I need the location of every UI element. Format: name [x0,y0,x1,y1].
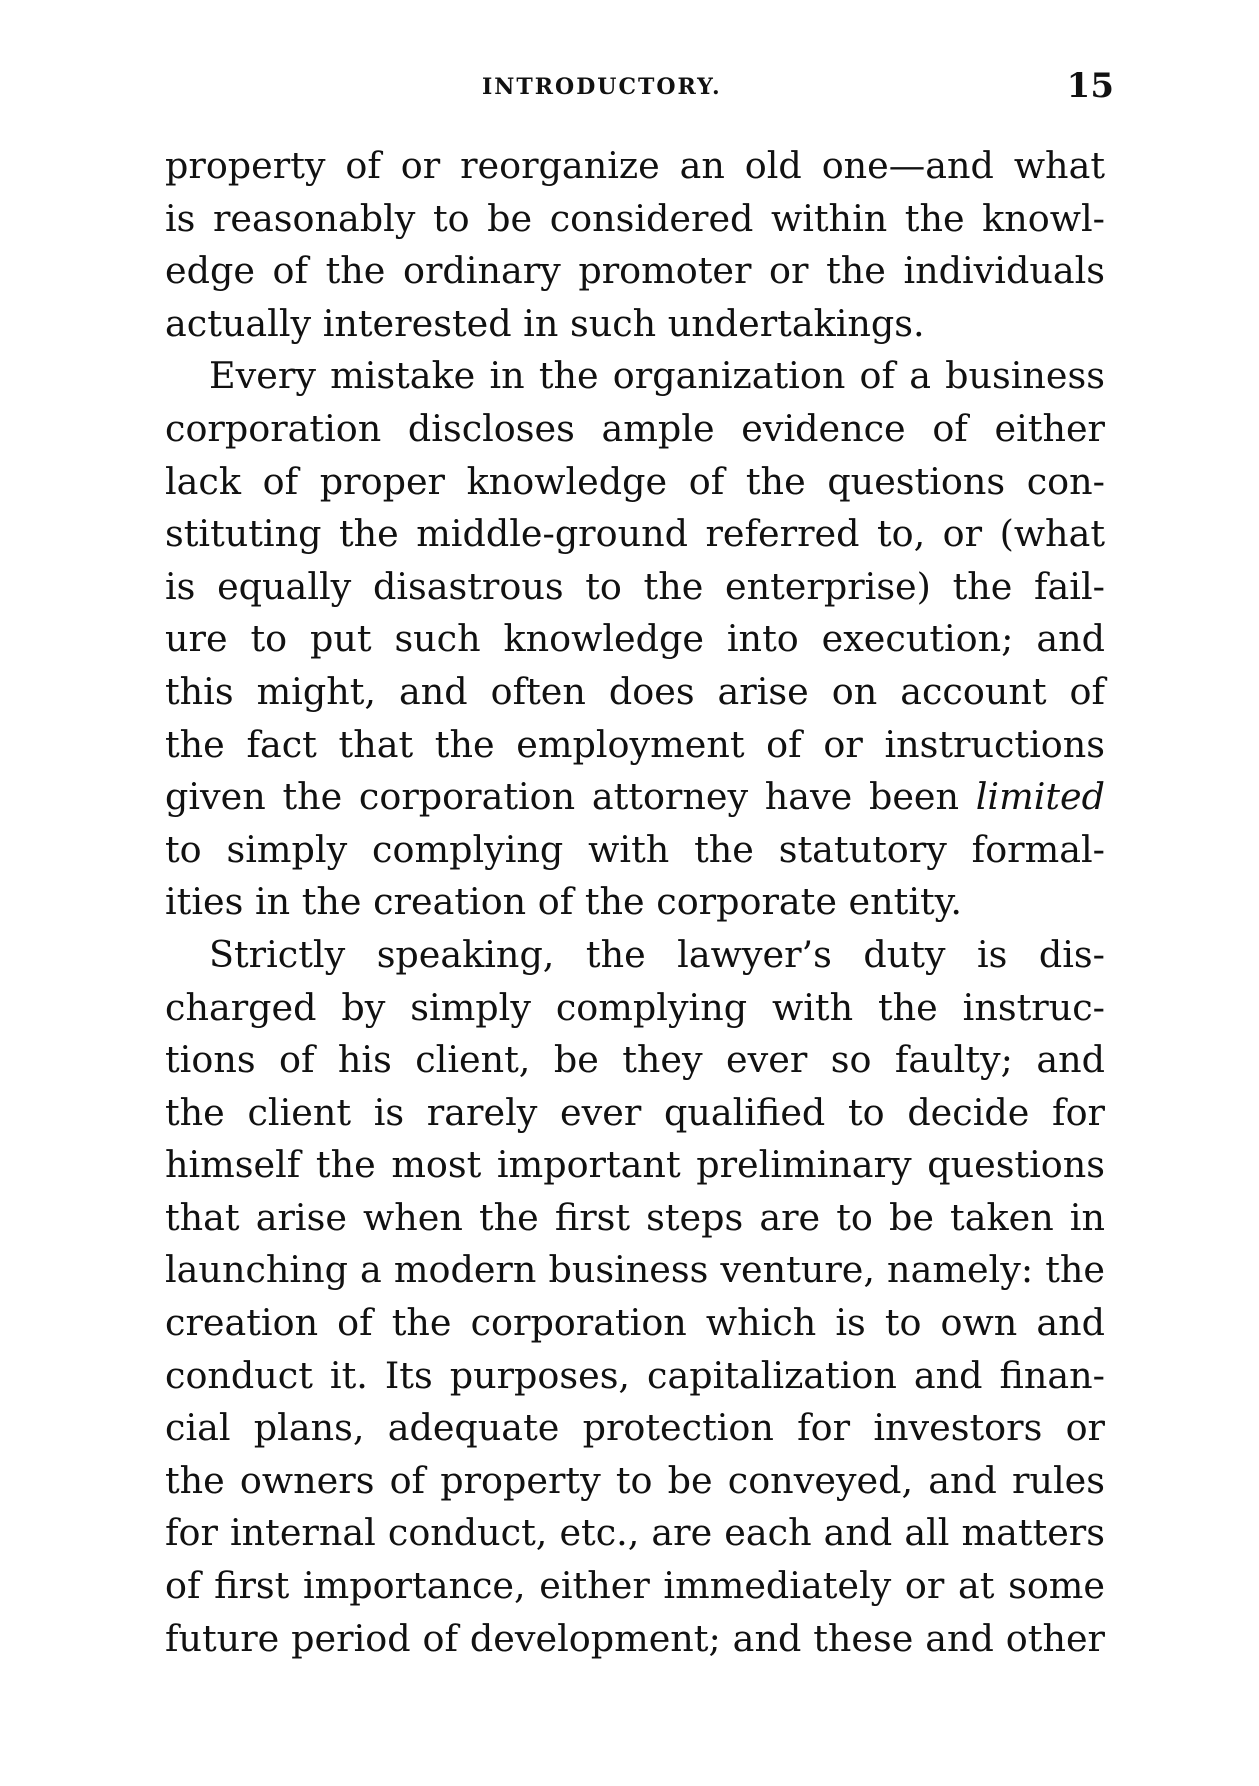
text-line: edge of the ordinary promoter or the individuals [165,249,1105,293]
text-line: is equally disastrous to the enterprise) the fail- [165,564,1105,608]
text-line: to simply complying with the statutory formal- [165,827,1105,871]
text-line: the fact that the employment of or instructions [165,722,1105,766]
text-line: himself the most important preliminary questions [165,1143,1105,1187]
text-line: property of or reorganize an old one—and what [165,144,1105,187]
text-line: actually interested in such undertakings. [165,301,925,345]
text-line: is reasonably to be considered within the knowl- [165,196,1105,240]
text-line: Every mistake in the organization of a business [209,354,1105,398]
text-line-with-emphasis [165,771,1105,824]
text-line: creation of the corporation which is to own and [165,1301,1105,1345]
text-line: cial plans, adequate protection for investors or [165,1406,1105,1450]
text-line: charged by simply complying with the instruc- [165,985,1105,1029]
page-number: 15 [1066,66,1114,106]
line-text: given the corporation attorney have been [165,775,960,819]
running-head [0,66,1259,106]
text-line: the client is rarely ever qualified to decide for [165,1090,1105,1134]
text-line: launching a modern business venture, namely: the [165,1248,1105,1292]
paragraph-2 [165,350,1105,929]
paragraph-1 [165,140,1105,350]
text-line: Strictly speaking, the lawyer’s duty is dis- [209,932,1105,976]
text-line: the owners of property to be conveyed, and rules [165,1458,1105,1502]
text-line: ure to put such knowledge into execution; and [165,617,1105,661]
text-line: of first importance, either immediately or at some [165,1564,1105,1608]
text-line: ities in the creation of the corporate entity. [165,880,963,924]
text-line: for internal conduct, etc., are each and all matters [165,1511,1105,1555]
text-line: stituting the middle-ground referred to, or (what [165,512,1105,556]
text-line: this might, and often does arise on account of [165,669,1105,713]
text-line: tions of his client, be they ever so faulty; and [165,1038,1105,1082]
paragraph-3 [165,929,1105,1665]
running-title: INTRODUCTORY. [482,74,722,100]
text-line: lack of proper knowledge of the questions con- [165,459,1105,503]
text-line: conduct it. Its purposes, capitalization and finan- [165,1353,1105,1397]
body-text [165,140,1105,1665]
text-line: that arise when the first steps are to be taken in [165,1195,1105,1239]
text-line: future period of development; and these and other [165,1616,1105,1660]
text-line: corporation discloses ample evidence of either [165,406,1105,450]
emphasis-limited: limited [975,775,1106,819]
